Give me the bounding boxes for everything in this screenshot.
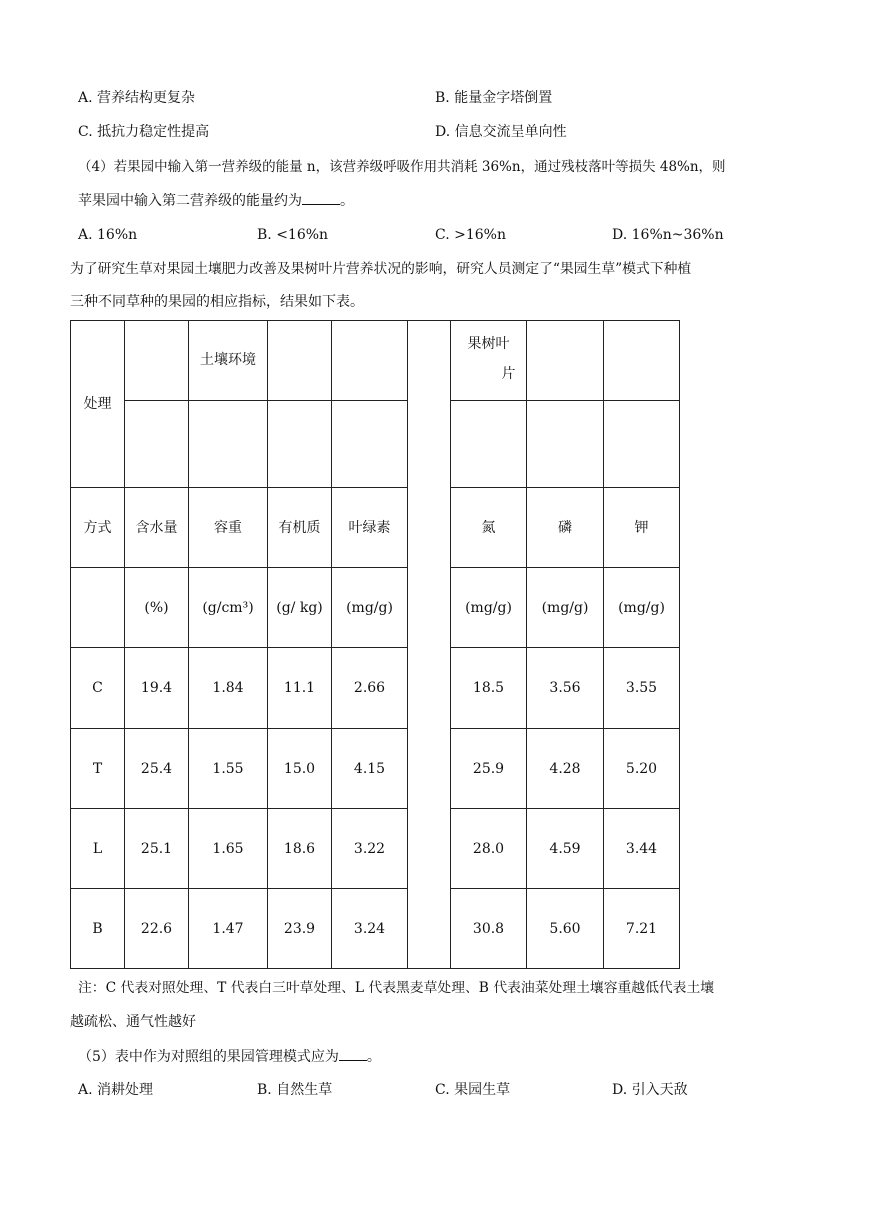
header-leaf-line-2: 片 bbox=[501, 366, 516, 382]
table-row bbox=[71, 729, 680, 809]
q4-option-c: C. >16%n bbox=[435, 227, 506, 243]
unit-empty bbox=[71, 568, 125, 648]
header-empty bbox=[268, 321, 332, 401]
separator-column bbox=[408, 321, 451, 969]
col-name: 有机质 bbox=[268, 488, 332, 568]
col-name: 钾 bbox=[604, 488, 680, 568]
q4-option-d: D. 16%n~36%n bbox=[612, 227, 724, 243]
header-empty bbox=[125, 321, 189, 401]
cell: 4.28 bbox=[527, 729, 604, 809]
cell: 25.4 bbox=[125, 729, 189, 809]
note-line-2: 越疏松、通气性越好 bbox=[70, 1014, 196, 1030]
row-label: L bbox=[71, 809, 125, 889]
option-a: A. 营养结构更复杂 bbox=[78, 90, 196, 106]
cell: 3.44 bbox=[604, 809, 680, 889]
row-label: C bbox=[71, 648, 125, 729]
q5-option-b: B. 自然生草 bbox=[257, 1082, 333, 1098]
cell: 4.59 bbox=[527, 809, 604, 889]
unit: (g/cm³) bbox=[189, 568, 268, 648]
question-4-line-2 bbox=[78, 190, 354, 211]
header-process-1: 处理 bbox=[71, 321, 125, 488]
option-c: C. 抵抗力稳定性提高 bbox=[78, 124, 210, 140]
cell: 25.9 bbox=[451, 729, 527, 809]
header-empty bbox=[268, 401, 332, 488]
answer-blank bbox=[339, 1046, 367, 1061]
note-line-1: 注：C 代表对照处理、T 代表白三叶草处理、L 代表黑麦草处理、B 代表油菜处理土壤容重越低代表土壤 bbox=[78, 980, 715, 996]
col-name: 氮 bbox=[451, 488, 527, 568]
cell: 28.0 bbox=[451, 809, 527, 889]
cell: 3.24 bbox=[332, 889, 408, 969]
question-5-text: （5）表中作为对照组的果园管理模式应为 bbox=[78, 1049, 339, 1065]
header-empty bbox=[527, 321, 604, 401]
question-4-text: 苹果园中输入第二营养级的能量约为 bbox=[78, 193, 302, 209]
cell: 2.66 bbox=[332, 648, 408, 729]
cell: 25.1 bbox=[125, 809, 189, 889]
question-4-line-1: （4）若果园中输入第一营养级的能量 n，该营养级呼吸作用共消耗 36%n，通过残枝落叶等损失 48%n，则 bbox=[78, 159, 726, 175]
option-b: B. 能量金字塔倒置 bbox=[435, 90, 553, 106]
header-empty bbox=[604, 321, 680, 401]
cell: 1.65 bbox=[189, 809, 268, 889]
unit: (mg/g) bbox=[451, 568, 527, 648]
header-soil: 土壤环境 bbox=[189, 321, 268, 401]
header-empty bbox=[332, 401, 408, 488]
header-empty bbox=[604, 401, 680, 488]
cell: 19.4 bbox=[125, 648, 189, 729]
intro-line-2: 三种不同草种的果园的相应指标，结果如下表。 bbox=[70, 294, 364, 310]
cell: 22.6 bbox=[125, 889, 189, 969]
cell: 18.5 bbox=[451, 648, 527, 729]
col-name: 含水量 bbox=[125, 488, 189, 568]
cell: 3.22 bbox=[332, 809, 408, 889]
cell: 1.47 bbox=[189, 889, 268, 969]
unit: (g/ kg) bbox=[268, 568, 332, 648]
cell: 18.6 bbox=[268, 809, 332, 889]
row-label: T bbox=[71, 729, 125, 809]
table-row bbox=[71, 809, 680, 889]
cell: 5.20 bbox=[604, 729, 680, 809]
q5-option-c: C. 果园生草 bbox=[435, 1082, 511, 1098]
header-leaf bbox=[451, 321, 527, 401]
row-label: B bbox=[71, 889, 125, 969]
cell: 1.84 bbox=[189, 648, 268, 729]
cell: 23.9 bbox=[268, 889, 332, 969]
col-name: 叶绿素 bbox=[332, 488, 408, 568]
cell: 3.56 bbox=[527, 648, 604, 729]
cell: 7.21 bbox=[604, 889, 680, 969]
header-process-2: 方式 bbox=[71, 488, 125, 568]
q4-option-a: A. 16%n bbox=[78, 227, 138, 243]
cell: 4.15 bbox=[332, 729, 408, 809]
header-empty bbox=[189, 401, 268, 488]
col-name: 容重 bbox=[189, 488, 268, 568]
data-table bbox=[70, 320, 680, 969]
col-name: 磷 bbox=[527, 488, 604, 568]
intro-line-1: 为了研究生草对果园土壤肥力改善及果树叶片营养状况的影响，研究人员测定了“果园生草”模式下种植 bbox=[70, 261, 692, 277]
cell: 3.55 bbox=[604, 648, 680, 729]
cell: 11.1 bbox=[268, 648, 332, 729]
answer-blank bbox=[302, 190, 340, 205]
header-empty bbox=[527, 401, 604, 488]
header-empty bbox=[451, 401, 527, 488]
cell: 5.60 bbox=[527, 889, 604, 969]
option-d: D. 信息交流呈单向性 bbox=[435, 124, 567, 140]
q5-option-a: A. 消耕处理 bbox=[78, 1082, 154, 1098]
unit: (mg/g) bbox=[604, 568, 680, 648]
q5-option-d: D. 引入天敌 bbox=[612, 1082, 688, 1098]
unit: (mg/g) bbox=[527, 568, 604, 648]
q4-option-b: B. <16%n bbox=[257, 227, 329, 243]
cell: 30.8 bbox=[451, 889, 527, 969]
question-5-end: 。 bbox=[366, 1049, 381, 1065]
table-row bbox=[71, 648, 680, 729]
cell: 1.55 bbox=[189, 729, 268, 809]
header-empty bbox=[125, 401, 189, 488]
unit: (mg/g) bbox=[332, 568, 408, 648]
table-row bbox=[71, 889, 680, 969]
unit: (%) bbox=[125, 568, 189, 648]
header-leaf-line-1: 果树叶 bbox=[467, 336, 510, 352]
cell: 15.0 bbox=[268, 729, 332, 809]
question-5 bbox=[78, 1046, 381, 1067]
question-4-end: 。 bbox=[340, 193, 354, 209]
header-empty bbox=[332, 321, 408, 401]
